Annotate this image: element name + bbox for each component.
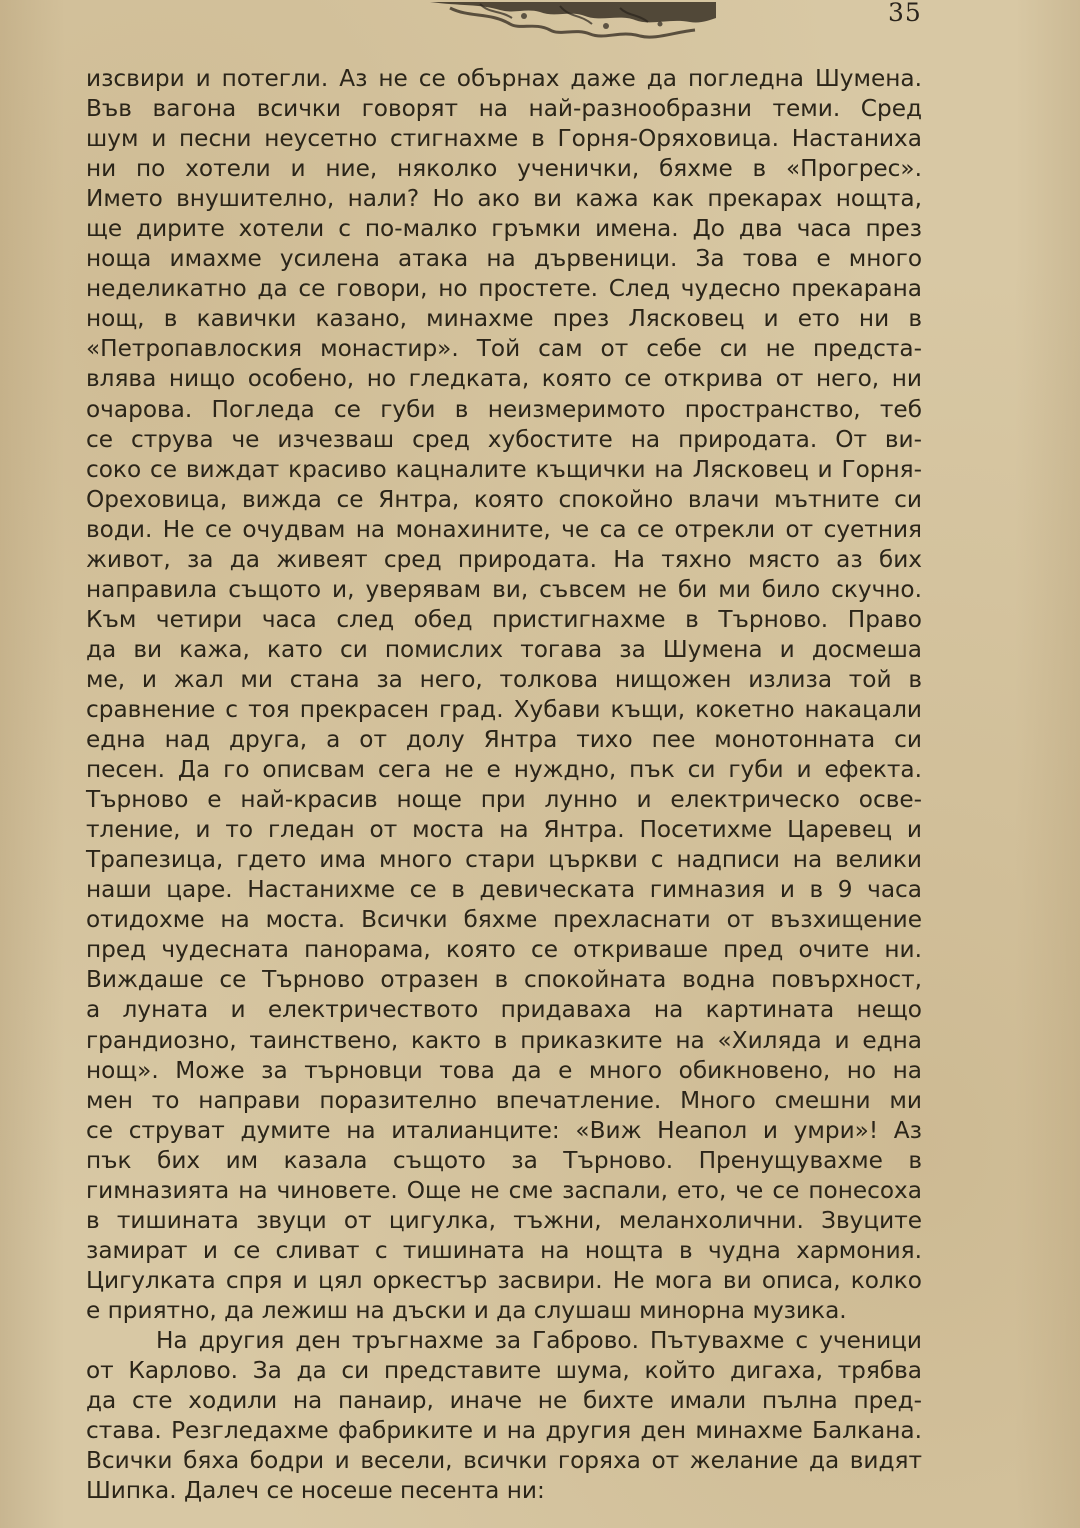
text-line: Виждаше се Търново отразен в спокойната водна повърхност, <box>86 966 922 994</box>
paragraph <box>86 1326 922 1506</box>
text-line: да ви кажа, като си помислих тогава за Шумена и досмеша <box>86 635 922 663</box>
text-line: нощ». Може за търновци това да е много обикновено, но на <box>86 1056 922 1084</box>
text-line: става. Резгледахме фабриките и на другия ден минахме Балкана. <box>86 1417 922 1445</box>
text-line: Търново е най-красив нощe при лунно и електрическо осве- <box>86 786 922 814</box>
text-line: е приятно, да лежиш на дъски и да слушаш минорна музика. <box>86 1296 847 1324</box>
text-line: а луната и електричеството придаваха на картината нещо <box>86 996 922 1024</box>
page-number: 35 <box>888 0 922 27</box>
text-line: Трапезица, гдето има много стари църкви с надписи на велики <box>86 846 922 874</box>
text-line: ще дирите хотели с по-малко гръмки имена. До два часа през <box>86 215 922 243</box>
text-line: Шипка. Далеч се носеше песента ни: <box>86 1477 545 1505</box>
text-line: пък бих им казала същото за Търново. Пренущувахме в <box>86 1146 922 1174</box>
text-line: неделикатно да се говори, но простете. След чудесно прекарана <box>86 275 922 303</box>
text-line: гимназията на чиновете. Още не сме заспали, ето, че се понесоха <box>86 1176 922 1204</box>
text-line: да сте ходили на панаир, иначе не бихте имали пълна пред- <box>86 1387 922 1415</box>
text-line: живот, за да живеят сред природата. На тяхно място аз бих <box>86 545 922 573</box>
text-line: нощ, в кавички казано, минахме през Лясковец и ето ни в <box>86 305 922 333</box>
body-text <box>86 64 922 1506</box>
text-line: очарова. Погледа се губи в неизмеримото пространство, теб <box>86 395 922 423</box>
text-line: се струват думите на италианците: «Виж Неапол и умри»! Аз <box>86 1116 922 1144</box>
text-line: Към четири часа след обед пристигнахме в Търново. Право <box>86 605 922 633</box>
text-line: води. Не се очудвам на монахините, че са се отрекли от суетния <box>86 515 922 543</box>
text-line: наши царе. Настанихме се в девическата гимназия и в 9 часа <box>86 876 922 904</box>
text-line: грандиозно, таинствено, както в приказките на «Хиляда и една <box>86 1026 922 1054</box>
text-line: изсвири и потегли. Аз не се обърнах даже да погледна Шумена. <box>86 65 922 92</box>
text-line: замират и се сливат с тишината на нощта в чудна хармония. <box>86 1236 922 1264</box>
text-line: ме, и жал ми стана за него, толкова нищожен излиза той в <box>86 665 922 693</box>
text-line: «Петропавлоския монастир». Той сам от себе си не предста- <box>86 335 922 363</box>
text-line: соко се виждат красиво кацналите къщички на Лясковец и Горня- <box>86 455 922 483</box>
text-line: мен то направи поразително впечатление. Много смешни ми <box>86 1086 922 1114</box>
text-line: сравнение с тоя прекрасен град. Хубави къщи, кокетно накацали <box>86 695 922 723</box>
text-line: Във вагона всички говорят на най-разнообразни теми. Сред <box>86 95 922 123</box>
text-line: На другия ден тръгнахме за Габрово. Пътувахме с ученици <box>156 1326 922 1354</box>
text-line: Всички бяха бодри и весели, всички горяха от желание да видят <box>86 1447 922 1475</box>
text-line: се струва че изчезваш сред хубостите на природата. От ви- <box>86 425 922 453</box>
paragraph <box>86 64 922 1326</box>
text-line: пред чудесната панорама, която се откриваше пред очите ни. <box>86 936 922 964</box>
text-line: ноща имахме усилена атака на дървеници. За това е много <box>86 245 922 273</box>
text-line: ни по хотели и ние, няколко ученички, бяхме в «Прогрес». <box>86 155 922 183</box>
text-line: в тишината звуци от цигулка, тъжни, меланхолични. Звуците <box>86 1206 922 1234</box>
text-line: отидохме на моста. Всички бяхме прехласнати от възхищение <box>86 906 922 934</box>
text-line: Цигулката спря и цял оркестър засвири. Не мога ви описа, колко <box>86 1266 922 1294</box>
text-line: влява нищо особено, но гледката, която се открива от него, ни <box>86 365 922 393</box>
header-ornament-icon <box>420 0 720 48</box>
text-line: тление, и то гледан от моста на Янтра. Посетихме Царевец и <box>86 816 922 844</box>
text-line: от Карлово. За да си представите шума, който дигаха, трябва <box>86 1357 922 1385</box>
text-line: песен. Да го описвам сега не е нуждно, пък си губи и ефекта. <box>86 756 922 784</box>
text-line: Ореховица, вижда се Янтра, която спокойно влачи мътните си <box>86 485 922 513</box>
text-line: Името внушително, нали? Но ако ви кажа как прекарах нощта, <box>86 185 922 213</box>
text-line: шум и песни неусетно стигнахме в Горня-Оряховица. Настаниха <box>86 125 922 153</box>
text-line: една над друга, а от долу Янтра тихо пее монотонната си <box>86 726 922 754</box>
text-line: направила същото и, уверявам ви, съвсем не би ми било скучно. <box>86 575 922 603</box>
